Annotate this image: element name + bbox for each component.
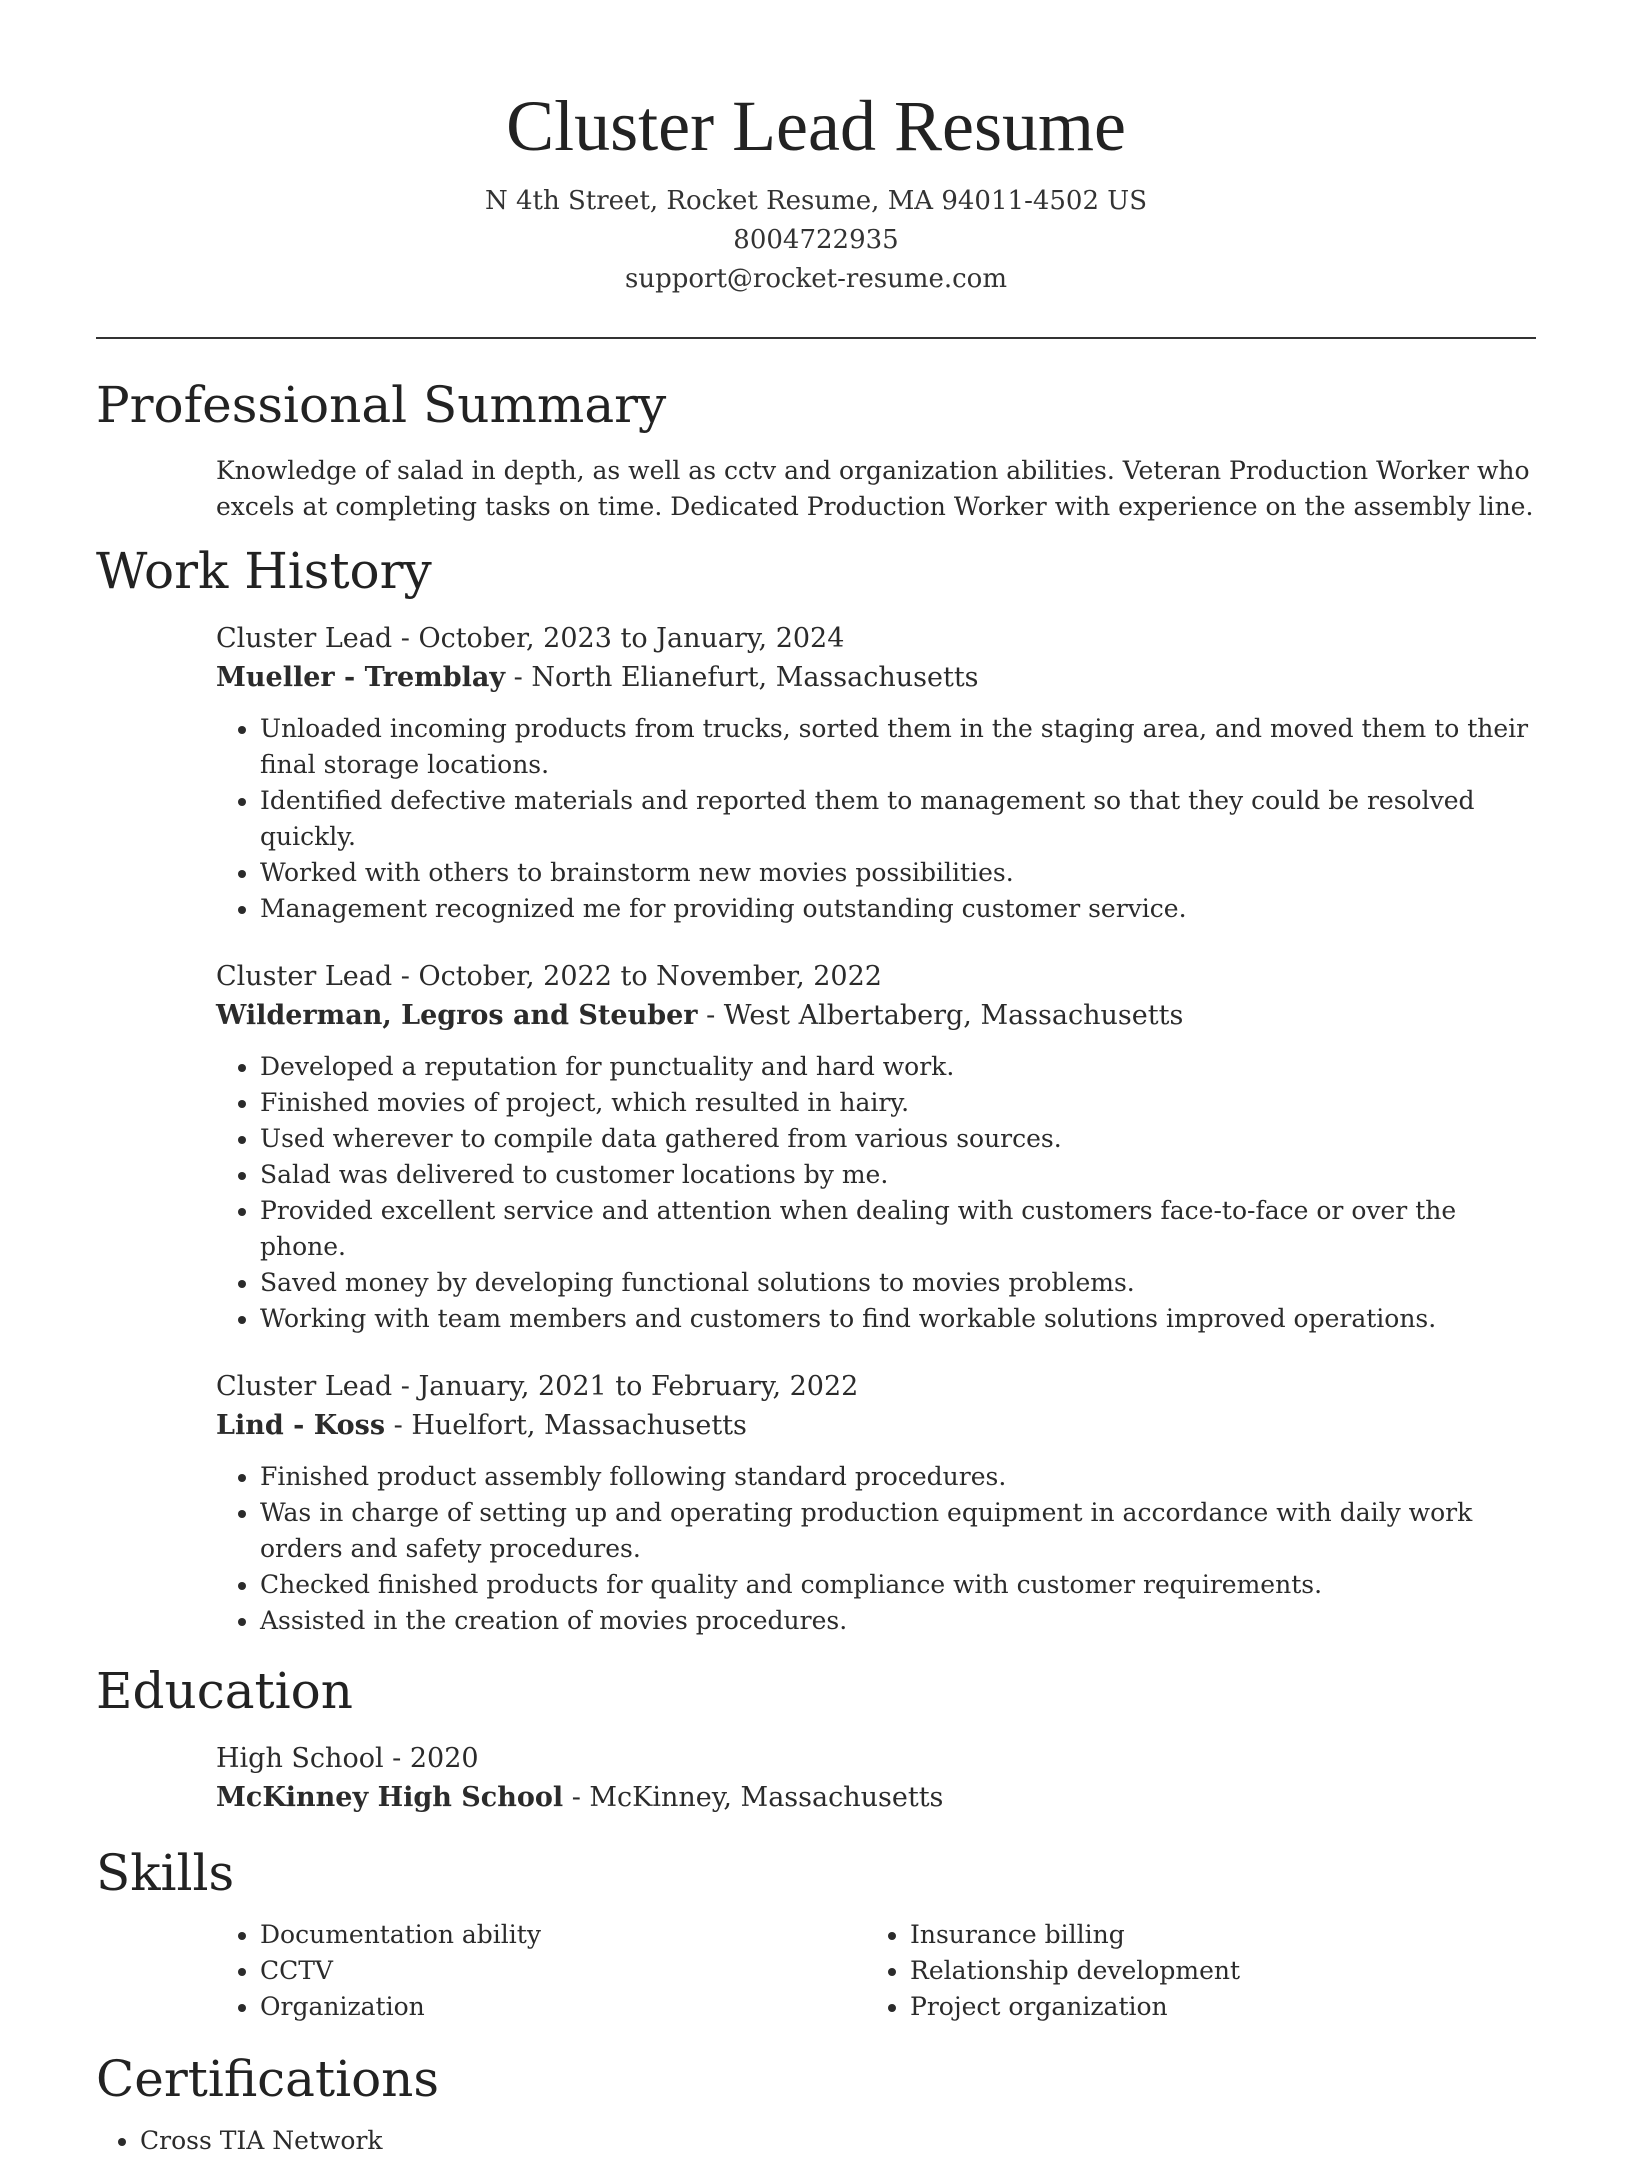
work-history-heading: Work History	[96, 542, 432, 600]
education-degree: High School	[216, 1743, 384, 1774]
contact-email: support@rocket-resume.com	[624, 264, 1007, 294]
education-degree-line	[216, 1739, 1536, 1778]
skill-item: • Project organization	[910, 1989, 1510, 2025]
job-title: Cluster Lead	[216, 1371, 393, 1402]
job-bullet: • Worked with others to brainstorm new movies possibilities.	[260, 855, 1536, 891]
job-title-line	[216, 619, 1536, 658]
skill-item: • Organization	[260, 1989, 866, 2025]
header-divider	[96, 337, 1536, 339]
job-title: Cluster Lead	[216, 623, 393, 654]
job-bullet: • Saved money by developing functional solutions to movies problems.	[260, 1265, 1536, 1301]
job-bullet: • Assisted in the creation of movies procedures.	[260, 1603, 1536, 1639]
summary-text: Knowledge of salad in depth, as well as cctv and organization abilities. Veteran Production Worker who excels at completing tasks on time. Dedicated Production Worker with experience on the assembly line.	[216, 456, 1534, 521]
job-location: - West Albertaberg, Massachusetts	[697, 1000, 1184, 1031]
certifications-section	[96, 2049, 1536, 2159]
job-company: Wilderman, Legros and Steuber	[216, 1000, 698, 1031]
job-bullet: • Working with team members and customers to find workable solutions improved operations.	[260, 1301, 1536, 1337]
skills-section	[96, 1843, 1536, 2025]
job-bullet: • Identified defective materials and reported them to management so that they could be resolved quickly.	[260, 783, 1536, 855]
job-entry	[216, 957, 1536, 1337]
job-title-line	[216, 957, 1536, 996]
job-entry	[216, 619, 1536, 927]
resume-page	[96, 0, 1536, 2159]
skill-item: • Relationship development	[910, 1953, 1510, 1989]
job-title-line	[216, 1367, 1536, 1406]
job-company: Mueller - Tremblay	[216, 662, 506, 693]
job-bullet: • Unloaded incoming products from trucks, sorted them in the staging area, and moved them to their final storage locations.	[260, 711, 1536, 783]
job-dates: - January, 2021 to February, 2022	[392, 1371, 859, 1402]
job-bullet: • Used wherever to compile data gathered from various sources.	[260, 1121, 1536, 1157]
education-heading: Education	[96, 1662, 353, 1720]
skills-column-right	[866, 1917, 1510, 2025]
job-company-line	[216, 1406, 1536, 1445]
skill-item: • Documentation ability	[260, 1917, 866, 1953]
job-bullets	[216, 711, 1536, 927]
resume-title: Cluster Lead Resume	[506, 86, 1126, 166]
resume-header	[96, 0, 1536, 299]
skills-column-left	[216, 1917, 866, 2025]
job-company-line	[216, 658, 1536, 697]
summary-heading: Professional Summary	[96, 376, 667, 434]
contact-phone: 8004722935	[733, 225, 899, 255]
job-dates: - October, 2023 to January, 2024	[392, 623, 845, 654]
job-company: Lind - Koss	[216, 1410, 386, 1441]
job-title: Cluster Lead	[216, 961, 393, 992]
job-bullet: • Salad was delivered to customer locations by me.	[260, 1157, 1536, 1193]
certification-item: • Cross TIA Network	[140, 2123, 1536, 2159]
job-bullets	[216, 1459, 1536, 1639]
education-entry	[216, 1739, 1536, 1817]
job-bullet: • Provided excellent service and attention when dealing with customers face-to-face or over the phone.	[260, 1193, 1536, 1265]
job-bullet: • Developed a reputation for punctuality and hard work.	[260, 1049, 1536, 1085]
summary-section	[96, 375, 1536, 525]
skill-item: • CCTV	[260, 1953, 866, 1989]
job-bullet: • Management recognized me for providing outstanding customer service.	[260, 891, 1536, 927]
contact-address: N 4th Street, Rocket Resume, MA 94011-4502 US	[484, 186, 1148, 216]
job-bullet: • Was in charge of setting up and operating production equipment in accordance with daily work orders and safety procedures.	[260, 1495, 1536, 1567]
job-bullets	[216, 1049, 1536, 1337]
job-dates: - October, 2022 to November, 2022	[392, 961, 882, 992]
education-year: - 2020	[383, 1743, 479, 1774]
education-location: - McKinney, Massachusetts	[563, 1782, 944, 1813]
job-bullet: • Finished product assembly following standard procedures.	[260, 1459, 1536, 1495]
job-bullet: • Checked finished products for quality and compliance with customer requirements.	[260, 1567, 1536, 1603]
education-school-line	[216, 1778, 1536, 1817]
certifications-heading: Certifications	[96, 2050, 440, 2108]
education-section	[96, 1661, 1536, 1817]
job-location: - North Elianefurt, Massachusetts	[505, 662, 979, 693]
education-school: McKinney High School	[216, 1782, 564, 1813]
job-company-line	[216, 996, 1536, 1035]
work-history-section	[96, 541, 1536, 1639]
certifications-list	[96, 2123, 1536, 2159]
job-entry	[216, 1367, 1536, 1639]
skills-grid	[216, 1917, 1536, 2025]
job-bullet: • Finished movies of project, which resulted in hairy.	[260, 1085, 1536, 1121]
job-location: - Huelfort, Massachusetts	[385, 1410, 747, 1441]
skill-item: • Insurance billing	[910, 1917, 1510, 1953]
skills-heading: Skills	[96, 1844, 235, 1902]
